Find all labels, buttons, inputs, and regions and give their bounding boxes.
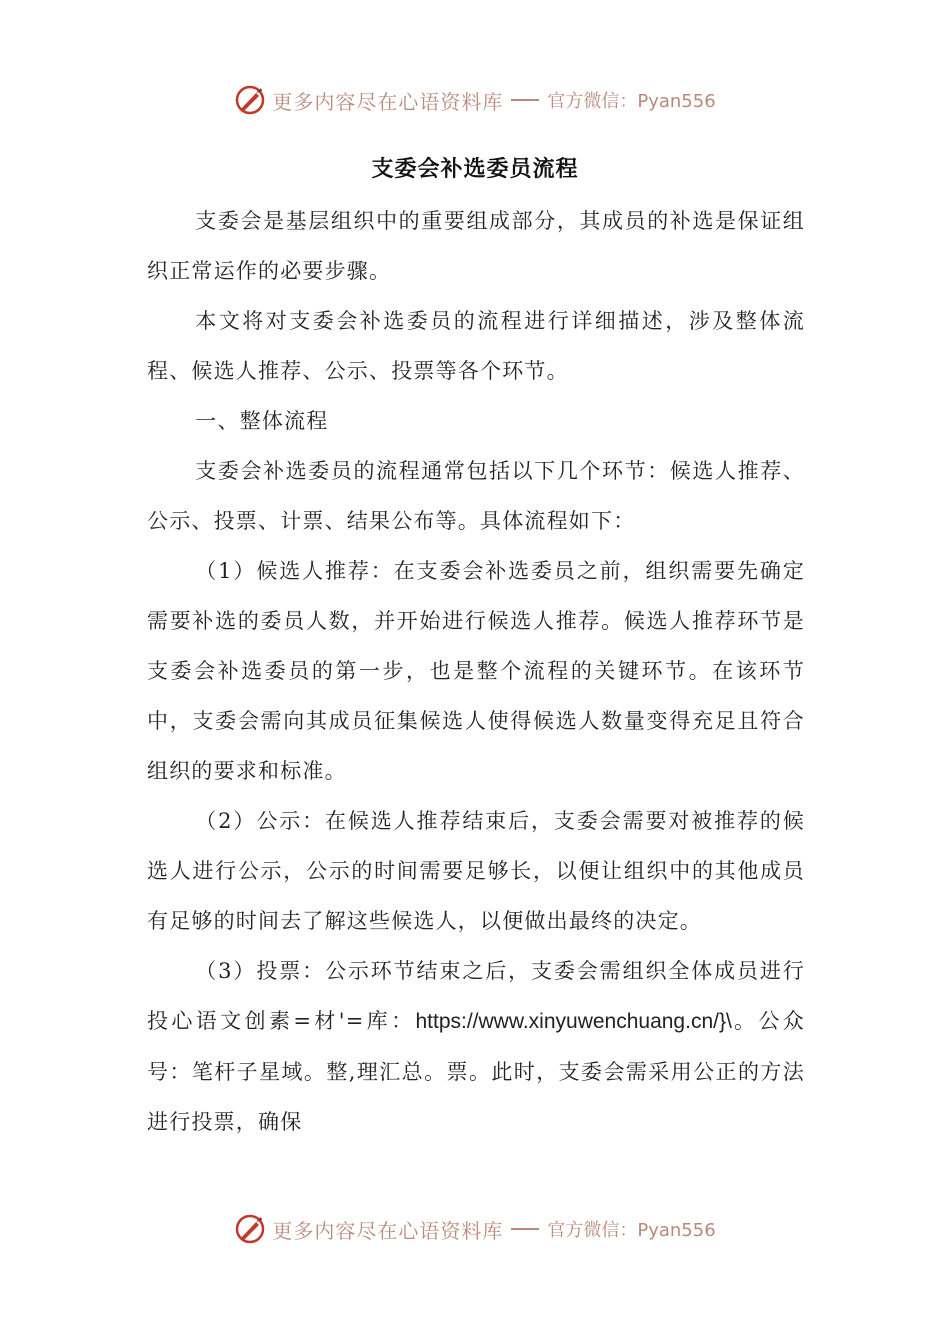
website-url: https://www.xinyuwenchuang.cn/}\ [415, 1010, 732, 1033]
paragraph-candidate-recommendation: （1）候选人推荐：在支委会补选委员之前，组织需要先确定需要补选的委员人数，并开始进行候选人推荐。候选人推荐环节是支委会补选委员的第一步，也是整个流程的关键环节。在该环节中，支委会需向其成员征集候选人使得候选人数量变得充足且符合组织的要求和标准。 [147, 559, 805, 783]
document-body [147, 196, 805, 1147]
paragraph-process-steps: 支委会补选委员的流程通常包括以下几个环节：候选人推荐、公示、投票、计票、结果公布等。具体流程如下： [147, 459, 805, 533]
watermark-brand-text: 更多内容尽在心语资料库 [272, 1218, 504, 1243]
voting-text-part2: 。公众号：笔杆子星域。整,理汇总。票。此时，支委会需采用公正的方法进行投票，确保 [147, 1009, 805, 1134]
paragraph-voting [147, 946, 805, 1147]
footer-watermark-banner [0, 1209, 950, 1249]
document-title: 支委会补选委员流程 [371, 156, 579, 182]
paragraph-overview: 本文将对支委会补选委员的流程进行详细描述，涉及整体流程、候选人推荐、公示、投票等各个环节。 [147, 309, 805, 383]
quill-logo-icon [234, 1213, 266, 1245]
watermark-dash [511, 1228, 539, 1230]
quill-logo-icon [234, 84, 266, 116]
paragraph-intro: 支委会是基层组织中的重要组成部分，其成员的补选是保证组织正常运作的必要步骤。 [147, 209, 805, 283]
paragraph-public-notice: （2）公示：在候选人推荐结束后，支委会需要对被推荐的候选人进行公示，公示的时间需要足够长，以便让组织中的其他成员有足够的时间去了解这些候选人，以便做出最终的决定。 [147, 809, 805, 933]
voting-text-part1: （3）投票：公示环节结束之后，支委会需组织全体成员进行投心语文创素=材'=库： [147, 959, 805, 1033]
watermark-brand-text: 更多内容尽在心语资料库 [272, 89, 504, 114]
header-watermark-banner [0, 80, 950, 120]
watermark-wechat-text: 官方微信：Pyan556 [547, 1220, 716, 1241]
section-heading-overall-process: 一、整体流程 [195, 409, 329, 433]
watermark-dash [511, 99, 539, 101]
watermark-wechat-text: 官方微信：Pyan556 [547, 91, 716, 112]
